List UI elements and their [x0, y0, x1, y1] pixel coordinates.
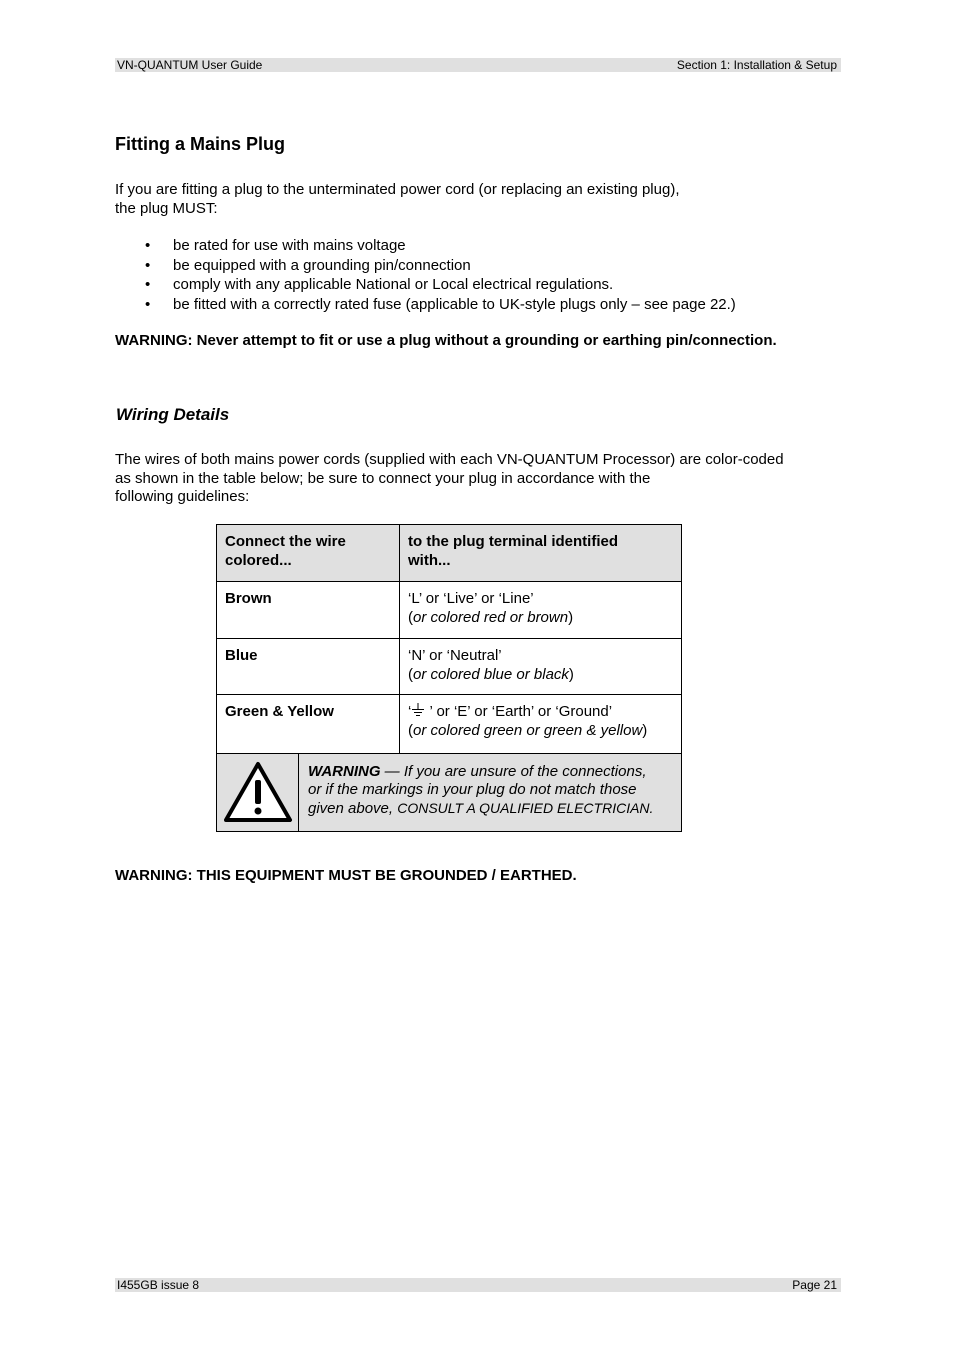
table-header-wire — [216, 524, 400, 582]
header-text: colored... — [225, 551, 292, 569]
intro-line-1: If you are fitting a plug to the unterminated power cord (or replacing an existing plug), — [115, 181, 680, 198]
table-row-green-yellow-wire — [216, 694, 400, 754]
list-item-text: be fitted with a correctly rated fuse (applicable to UK-style plugs only – see page 22.) — [173, 295, 736, 313]
list-item-text: be rated for use with mains voltage — [173, 237, 406, 254]
list-item — [115, 275, 736, 295]
list-item — [115, 295, 736, 315]
terminal-label: ‘ ’ or ‘E’ or ‘Earth’ or ‘Ground’ — [408, 703, 613, 720]
header-text: with... — [408, 551, 451, 569]
table-row-brown-wire — [216, 581, 400, 639]
bullet-icon: • — [145, 237, 151, 254]
warning-label: WARNING — [308, 763, 381, 780]
header-text: Connect the wire — [225, 533, 346, 550]
intro-line-2: the plug MUST: — [115, 200, 218, 217]
terminal-alt: (or colored blue or black) — [408, 665, 574, 683]
table-header-terminal — [399, 524, 682, 582]
warning-consult: CONSULT A QUALIFIED ELECTRICIAN. — [397, 800, 654, 816]
terminal-alt: (or colored green or green & yellow) — [408, 721, 648, 739]
table-row-green-yellow-terminal — [399, 694, 682, 754]
warning-line-2: or if the markings in your plug do not match those — [308, 781, 637, 798]
bullet-icon: • — [145, 295, 151, 313]
terminal-alt-text: or colored blue or black — [413, 665, 569, 683]
terminal-label: ‘L’ or ‘Live’ or ‘Line’ — [408, 590, 534, 607]
wire-color: Green & Yellow — [225, 703, 334, 720]
requirements-list — [115, 236, 736, 314]
ground-symbol-icon — [411, 703, 425, 717]
terminal-alt-text: or colored green or green & yellow — [413, 721, 643, 739]
wiring-para-line-3: following guidelines: — [115, 488, 250, 505]
warning-text-cell — [298, 753, 682, 832]
warning-line-1 — [308, 763, 672, 781]
warning-line-3 — [308, 799, 672, 818]
list-item — [115, 256, 736, 276]
header-doc-title: VN-QUANTUM User Guide — [117, 58, 263, 72]
warning-icon-cell — [216, 753, 299, 832]
header-text: to the plug terminal identified — [408, 533, 618, 550]
warning-text: — If you are unsure of the connections, — [380, 763, 647, 780]
table-row-brown-terminal — [399, 581, 682, 639]
terminal-label-text: ’ or ‘E’ or ‘Earth’ or ‘Ground’ — [429, 703, 613, 720]
section-title: Fitting a Mains Plug — [115, 134, 285, 154]
table-row-blue-wire — [216, 638, 400, 695]
wiring-para-line-2: as shown in the table below; be sure to connect your plug in accordance with the — [115, 470, 651, 487]
terminal-alt-text: or colored red or brown — [413, 608, 569, 626]
table-row-blue-terminal — [399, 638, 682, 695]
wiring-title: Wiring Details — [116, 405, 230, 424]
header-section: Section 1: Installation & Setup — [676, 58, 837, 72]
footer-page-number: Page 21 — [792, 1278, 837, 1292]
footer-issue: I455GB issue 8 — [117, 1278, 200, 1292]
warning-text: given above, — [308, 800, 398, 817]
warning-triangle-icon — [217, 754, 300, 833]
list-item — [115, 236, 736, 256]
wire-color: Blue — [225, 647, 258, 664]
wiring-table — [216, 524, 682, 832]
wire-color: Brown — [225, 590, 272, 607]
list-item-text: be equipped with a grounding pin/connection — [173, 256, 471, 274]
bullet-icon: • — [145, 276, 151, 293]
page-footer — [115, 1278, 841, 1292]
final-warning: WARNING: THIS EQUIPMENT MUST BE GROUNDED / EARTHED. — [115, 867, 577, 884]
list-item-text: comply with any applicable National or Local electrical regulations. — [173, 276, 614, 293]
page-header — [115, 58, 841, 72]
wiring-para-line-1: The wires of both mains power cords (supplied with each VN-QUANTUM Processor) are color-coded — [115, 451, 784, 468]
grounding-warning: WARNING: Never attempt to fit or use a plug without a grounding or earthing pin/connection. — [115, 332, 777, 349]
terminal-alt: (or colored red or brown) — [408, 608, 574, 626]
terminal-label: ‘N’ or ‘Neutral’ — [408, 647, 502, 664]
bullet-icon: • — [145, 256, 151, 274]
